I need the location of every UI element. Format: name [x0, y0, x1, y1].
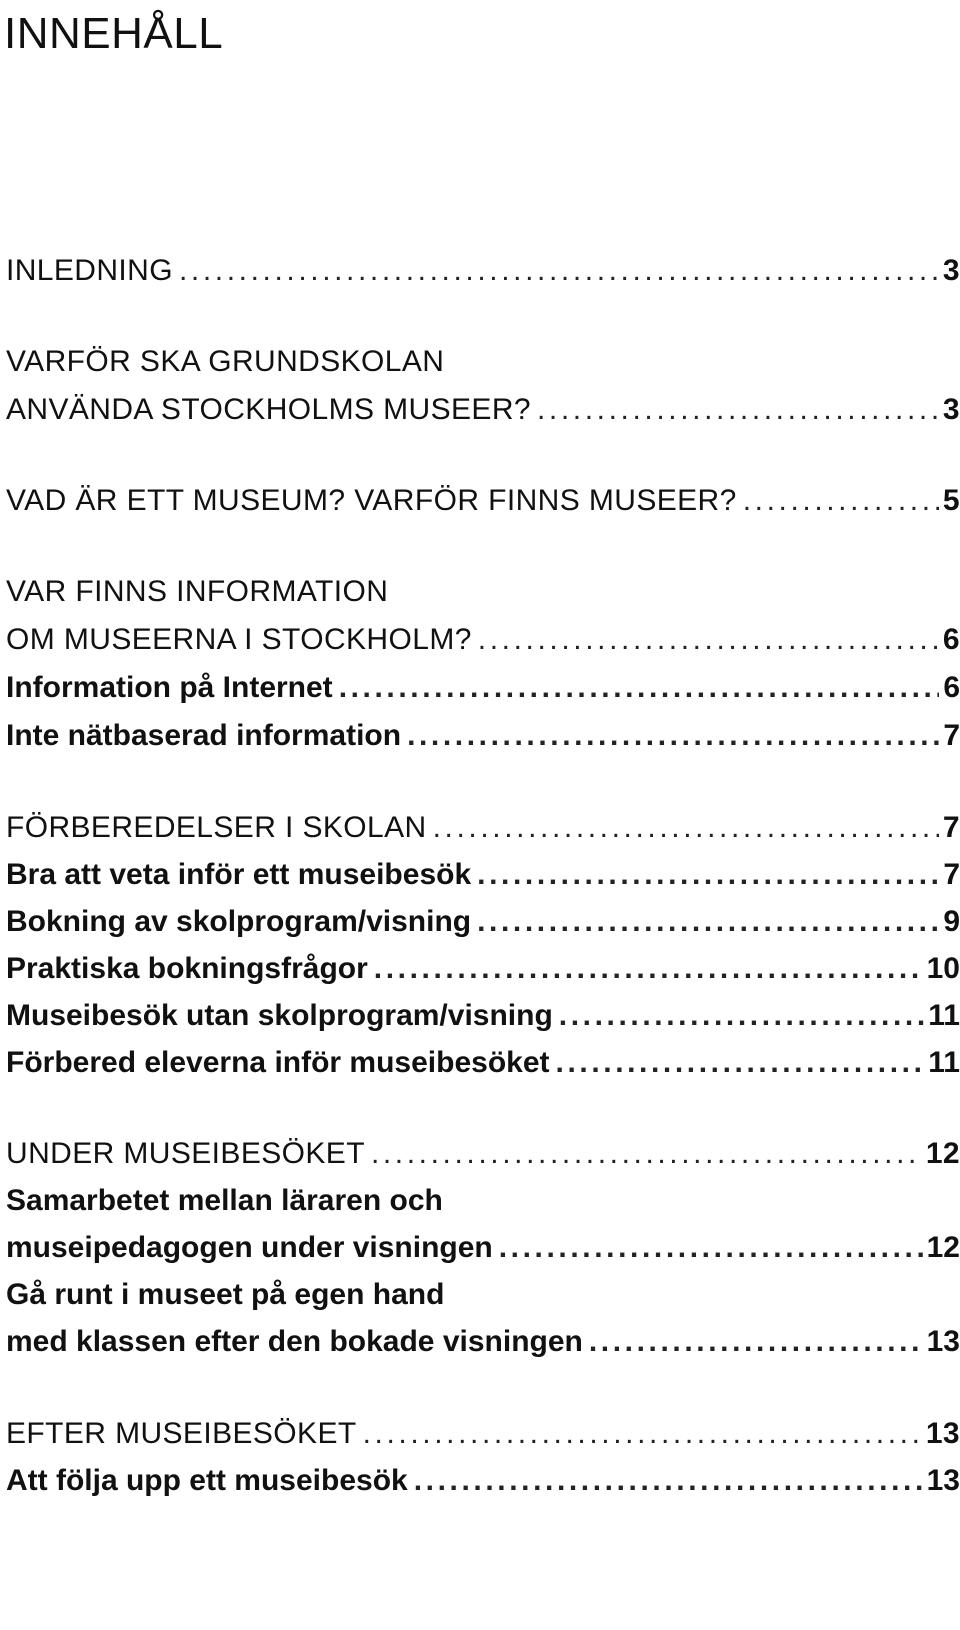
- dot-leader: [407, 712, 939, 760]
- toc-subentry-bokning: [6, 898, 960, 946]
- toc-entry-title: Museibesök utan skolprogram/visning: [6, 999, 553, 1032]
- dot-leader: [179, 247, 939, 295]
- dot-leader: [499, 1224, 923, 1272]
- toc-page-number: 3: [942, 393, 960, 426]
- toc-page-number: 11: [928, 999, 960, 1032]
- toc-entry-var-finns-line1: [6, 568, 960, 616]
- toc-page-number: 7: [943, 719, 960, 752]
- toc-entry-forberedelser: [6, 804, 960, 852]
- toc-page-number: 12: [926, 1231, 960, 1264]
- toc-entry-varfor-line1: [6, 338, 960, 386]
- toc-subentry-praktiska: [6, 945, 960, 993]
- toc-entry-inledning: [6, 247, 960, 295]
- toc-entry-title: Bra att veta inför ett museibesök: [6, 858, 472, 891]
- dot-leader: [371, 1130, 922, 1178]
- toc-page-number: 3: [942, 254, 960, 287]
- toc-page-number: 6: [943, 671, 960, 704]
- toc-page-number: 11: [928, 1046, 960, 1079]
- toc-page-number: 5: [942, 484, 960, 517]
- dot-leader: [477, 851, 939, 899]
- toc-subentry-ga-runt: [6, 1318, 960, 1366]
- page-title: INNEHÅLL: [4, 9, 224, 58]
- toc-subentry-museibesok-utan: [6, 992, 960, 1040]
- dot-leader: [559, 992, 924, 1040]
- toc-subentry-bra-att-veta: [6, 851, 960, 899]
- toc-entry-title: VARFÖR SKA GRUNDSKOLAN: [6, 345, 445, 378]
- toc-entry-title: UNDER MUSEIBESÖKET: [6, 1137, 365, 1170]
- toc-entry-title: Information på Internet: [6, 671, 333, 704]
- toc-subentry-att-folja-upp: [6, 1457, 960, 1505]
- dot-leader: [589, 1318, 923, 1366]
- toc-entry-var-finns: [6, 616, 960, 664]
- toc-entry-title: ANVÄNDA STOCKHOLMS MUSEER?: [6, 393, 531, 426]
- dot-leader: [414, 1457, 923, 1505]
- dot-leader: [363, 1410, 922, 1458]
- toc-page-number: 10: [926, 952, 960, 985]
- toc-entry-title: med klassen efter den bokade visningen: [6, 1325, 583, 1358]
- toc-entry-under-museibesoket: [6, 1130, 960, 1178]
- toc-entry-efter-museibesoket: [6, 1410, 960, 1458]
- toc-page-number: 13: [926, 1464, 960, 1497]
- toc-page-number: 13: [925, 1417, 960, 1450]
- dot-leader: [537, 386, 939, 434]
- toc-entry-vad-ar-ett-museum: [6, 477, 960, 525]
- toc-entry-title: INLEDNING: [6, 254, 173, 287]
- toc-entry-title: Bokning av skolprogram/visning: [6, 905, 472, 938]
- toc-entry-title: Förbered eleverna inför museibesöket: [6, 1046, 550, 1079]
- toc-subentry-forbered-eleverna: [6, 1039, 960, 1087]
- toc-entry-title: Inte nätbaserad information: [6, 719, 402, 752]
- dot-leader: [433, 804, 939, 852]
- toc-subentry-ga-runt-line1: [6, 1271, 960, 1319]
- toc-subentry-information-internet: [6, 664, 960, 712]
- toc-page-number: 12: [925, 1137, 960, 1170]
- toc-entry-title: VAR FINNS INFORMATION: [6, 575, 389, 608]
- dot-leader: [477, 898, 939, 946]
- toc-entry-varfor: [6, 386, 960, 434]
- toc-entry-title: EFTER MUSEIBESÖKET: [6, 1417, 357, 1450]
- dot-leader: [339, 664, 940, 712]
- toc-entry-title: Att följa upp ett museibesök: [6, 1464, 408, 1497]
- toc-entry-title: museipedagogen under visningen: [6, 1231, 493, 1264]
- dot-leader: [374, 945, 923, 993]
- dot-leader: [556, 1039, 925, 1087]
- toc-entry-title: Gå runt i museet på egen hand: [6, 1278, 445, 1311]
- toc-page-number: 7: [942, 811, 960, 844]
- toc-page-number: 13: [926, 1325, 960, 1358]
- toc-subentry-samarbetet-line1: [6, 1177, 960, 1225]
- toc-subentry-samarbetet: [6, 1224, 960, 1272]
- toc-page-number: 7: [943, 858, 960, 891]
- toc-entry-title: Samarbetet mellan läraren och: [6, 1184, 443, 1217]
- toc-subentry-inte-natbaserad: [6, 712, 960, 760]
- toc-entry-title: OM MUSEERNA I STOCKHOLM?: [6, 623, 472, 656]
- toc-entry-title: FÖRBEREDELSER I SKOLAN: [6, 811, 427, 844]
- toc-page-number: 9: [943, 905, 960, 938]
- toc-page-number: 6: [942, 623, 960, 656]
- dot-leader: [743, 477, 939, 525]
- toc-entry-title: VAD ÄR ETT MUSEUM? VARFÖR FINNS MUSEER?: [6, 484, 737, 517]
- dot-leader: [478, 616, 939, 664]
- toc-entry-title: Praktiska bokningsfrågor: [6, 952, 368, 985]
